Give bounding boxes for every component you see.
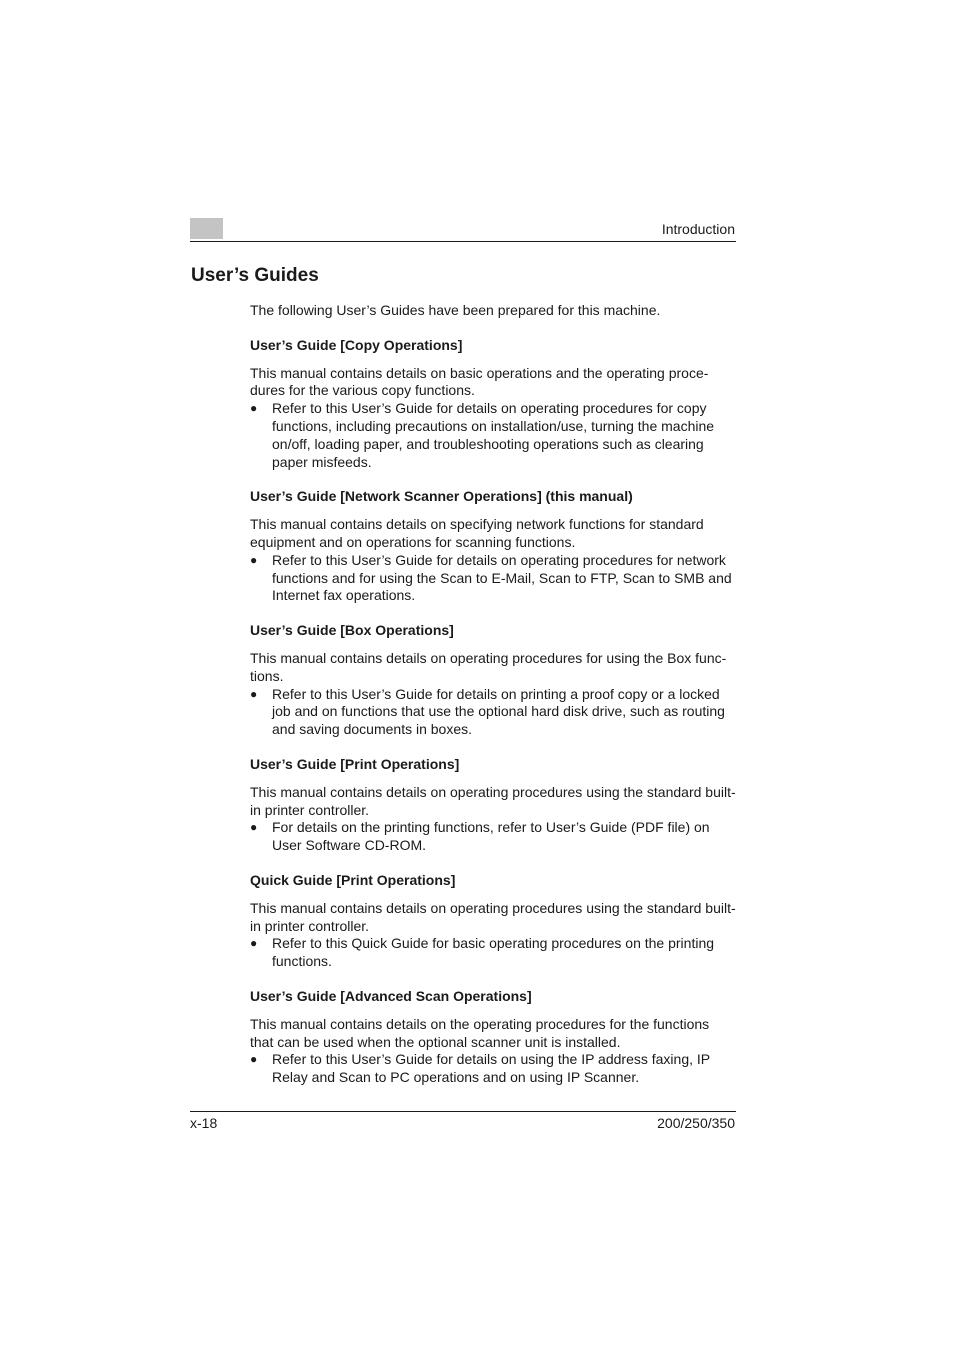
section-text: This manual contains details on the operating procedures for the functions that can be used when the optional scanner unit is installed. <box>250 1015 710 1050</box>
section-quick-guide-print <box>250 872 736 971</box>
list-item <box>250 935 736 971</box>
bullet-list <box>250 819 736 855</box>
section-text: This manual contains details on specifying network functions for standard equipment and on operations for scanning functions. <box>250 516 704 550</box>
list-item <box>250 400 736 471</box>
list-item-text: Refer to this Quick Guide for basic operating procedures on the printing functions. <box>272 935 715 970</box>
section-box-operations <box>250 622 736 739</box>
bullet-list <box>250 552 736 605</box>
list-item-text: Refer to this User’s Guide for details on operating procedures for network functions and for using the Scan to E-Mail, Scan to FTP, Scan to SMB and Internet fax operations. <box>272 551 732 604</box>
bullet-list <box>250 935 736 971</box>
section-text: This manual contains details on operating procedures using the standard built-in printer controller. <box>250 899 736 934</box>
list-item <box>250 819 736 855</box>
section-text: This manual contains details on operating procedures for using the Box func-tions. <box>250 649 727 684</box>
header-section-title: Introduction <box>661 221 735 237</box>
header-divider <box>190 241 736 242</box>
list-item-text: Refer to this User’s Guide for details on printing a proof copy or a locked job and on functions that use the optional hard disk drive, such as routing and saving documents in boxes. <box>272 685 725 738</box>
section-heading: User’s Guide [Advanced Scan Operations] <box>250 987 532 1004</box>
bullet-icon: ● <box>250 552 258 567</box>
section-text: This manual contains details on basic operations and the operating proce-dures for the various copy functions. <box>250 364 709 399</box>
section-heading: Quick Guide [Print Operations] <box>250 871 456 888</box>
list-item <box>250 686 736 739</box>
section-network-scanner-operations <box>250 488 736 605</box>
main-content <box>250 302 736 1104</box>
section-print-operations <box>250 756 736 855</box>
list-item-text: Refer to this User’s Guide for details on using the IP address faxing, IP Relay and Scan to PC operations and on using IP Scanner. <box>272 1051 710 1086</box>
section-copy-operations <box>250 337 736 472</box>
list-item <box>250 1051 736 1087</box>
section-heading: User’s Guide [Copy Operations] <box>250 336 463 353</box>
bullet-icon: ● <box>250 686 258 701</box>
section-heading: User’s Guide [Print Operations] <box>250 755 460 772</box>
section-advanced-scan-operations <box>250 988 736 1087</box>
header-tab-marker <box>190 218 223 239</box>
intro-paragraph: The following User’s Guides have been prepared for this machine. <box>250 302 661 318</box>
page-title: User’s Guides <box>191 265 319 286</box>
model-numbers: 200/250/350 <box>657 1115 735 1131</box>
page-number: x-18 <box>190 1115 218 1131</box>
section-text: This manual contains details on operating procedures using the standard built-in printer controller. <box>250 783 736 818</box>
section-heading: User’s Guide [Box Operations] <box>250 622 454 639</box>
section-heading: User’s Guide [Network Scanner Operations] (this manual) <box>250 488 633 505</box>
footer-divider <box>190 1111 736 1112</box>
list-item-text: Refer to this User’s Guide for details on operating procedures for copy functions, including precautions on installation/use, turning the machine on/off, loading paper, and troubleshooting operations such as clearing paper misfeeds. <box>272 400 715 470</box>
bullet-icon: ● <box>250 1052 258 1067</box>
list-item-text: For details on the printing functions, refer to User’s Guide (PDF file) on User Software CD-ROM. <box>272 819 710 854</box>
bullet-icon: ● <box>250 936 258 951</box>
bullet-icon: ● <box>250 401 258 416</box>
bullet-list <box>250 400 736 471</box>
bullet-list <box>250 686 736 739</box>
bullet-list <box>250 1051 736 1087</box>
list-item <box>250 552 736 605</box>
bullet-icon: ● <box>250 820 258 835</box>
